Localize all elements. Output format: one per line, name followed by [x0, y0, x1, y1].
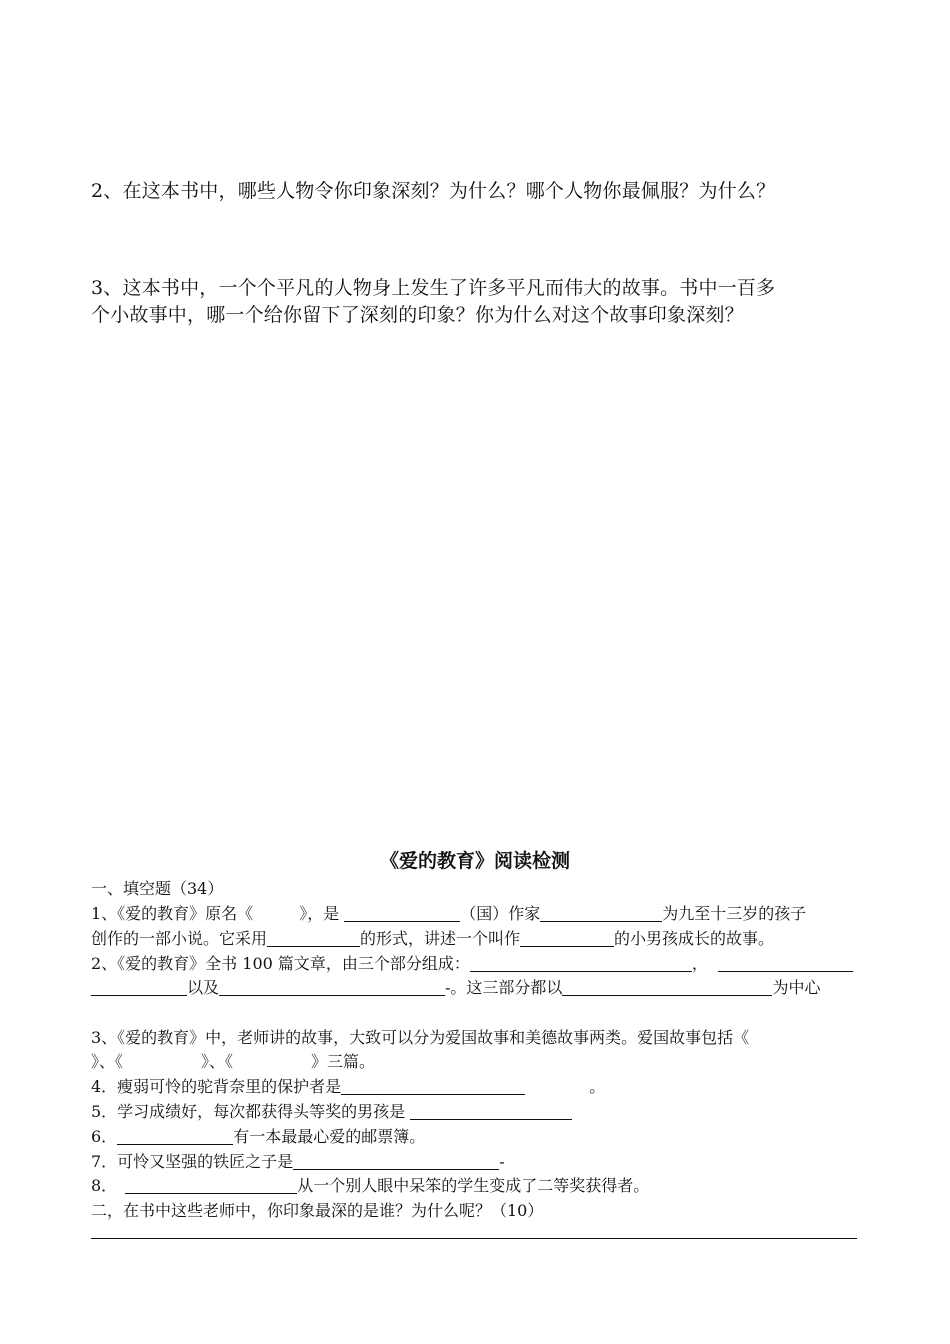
fill-1-line-1: 1、《爱的教育》原名《 》，是 （国）作家 为九至十三岁的孩子	[91, 904, 807, 923]
fill-1-line-2: 创作的一部小说。它采用 的形式，讲述一个叫作 的小男孩成长的故事。	[91, 929, 775, 948]
fill-6: 6． 有一本最最心爱的邮票簿。	[91, 1127, 426, 1146]
fill-7: 7．可怜又坚强的铁匠之子是 -	[91, 1152, 505, 1171]
blank-center[interactable]	[562, 979, 772, 996]
blank-second-prize[interactable]	[125, 1177, 297, 1194]
blank-author-country[interactable]	[344, 905, 460, 922]
fill-2-line-1: 2、《爱的教育》全书 100 篇文章，由三个部分组成： ，	[91, 951, 853, 974]
test-title: 《爱的教育》阅读检测	[379, 850, 570, 872]
blank-nelli-protector[interactable]	[341, 1078, 525, 1095]
section-1-heading: 一、填空题（34）	[91, 879, 224, 898]
blank-part-1[interactable]	[470, 955, 692, 972]
answer-line[interactable]	[91, 1238, 857, 1239]
blank-boy-name[interactable]	[520, 930, 614, 947]
blank-top-student[interactable]	[410, 1103, 572, 1120]
fill-3-line-1: 3、《爱的教育》中，老师讲的故事，大致可以分为爱国故事和美德故事两类。爱国故事包括《	[91, 1028, 750, 1047]
blank-part-2-cont[interactable]	[91, 979, 187, 996]
fill-4: 4．瘦弱可怜的驼背奈里的保护者是 。	[91, 1077, 606, 1096]
question-2: 2、在这本书中，哪些人物令你印象深刻？为什么？哪个人物你最佩服？为什么？	[91, 180, 776, 202]
blank-blacksmith-son[interactable]	[293, 1153, 499, 1170]
blank-part-3[interactable]	[219, 979, 445, 996]
fill-2-line-2: 以及 -。这三部分都以 为中心	[91, 975, 820, 998]
question-3-line-1: 3、这本书中，一个个平凡的人物身上发生了许多平凡而伟大的故事。书中一百多	[91, 277, 776, 299]
blank-author-name[interactable]	[540, 905, 662, 922]
blank-form[interactable]	[267, 930, 360, 947]
blank-part-2[interactable]	[718, 955, 853, 972]
blank-stamp-owner[interactable]	[117, 1128, 233, 1145]
fill-5: 5．学习成绩好，每次都获得头等奖的男孩是	[91, 1099, 572, 1122]
fill-8: 8． 从一个别人眼中呆笨的学生变成了二等奖获得者。	[91, 1176, 650, 1195]
fill-3-line-2: 》、《 》、《 》三篇。	[91, 1052, 376, 1071]
section-2-heading: 二，在书中这些老师中，你印象最深的是谁？为什么呢？（10）	[91, 1201, 544, 1220]
question-3-line-2: 个小故事中，哪一个给你留下了深刻的印象？你为什么对这个故事印象深刻？	[91, 304, 744, 326]
